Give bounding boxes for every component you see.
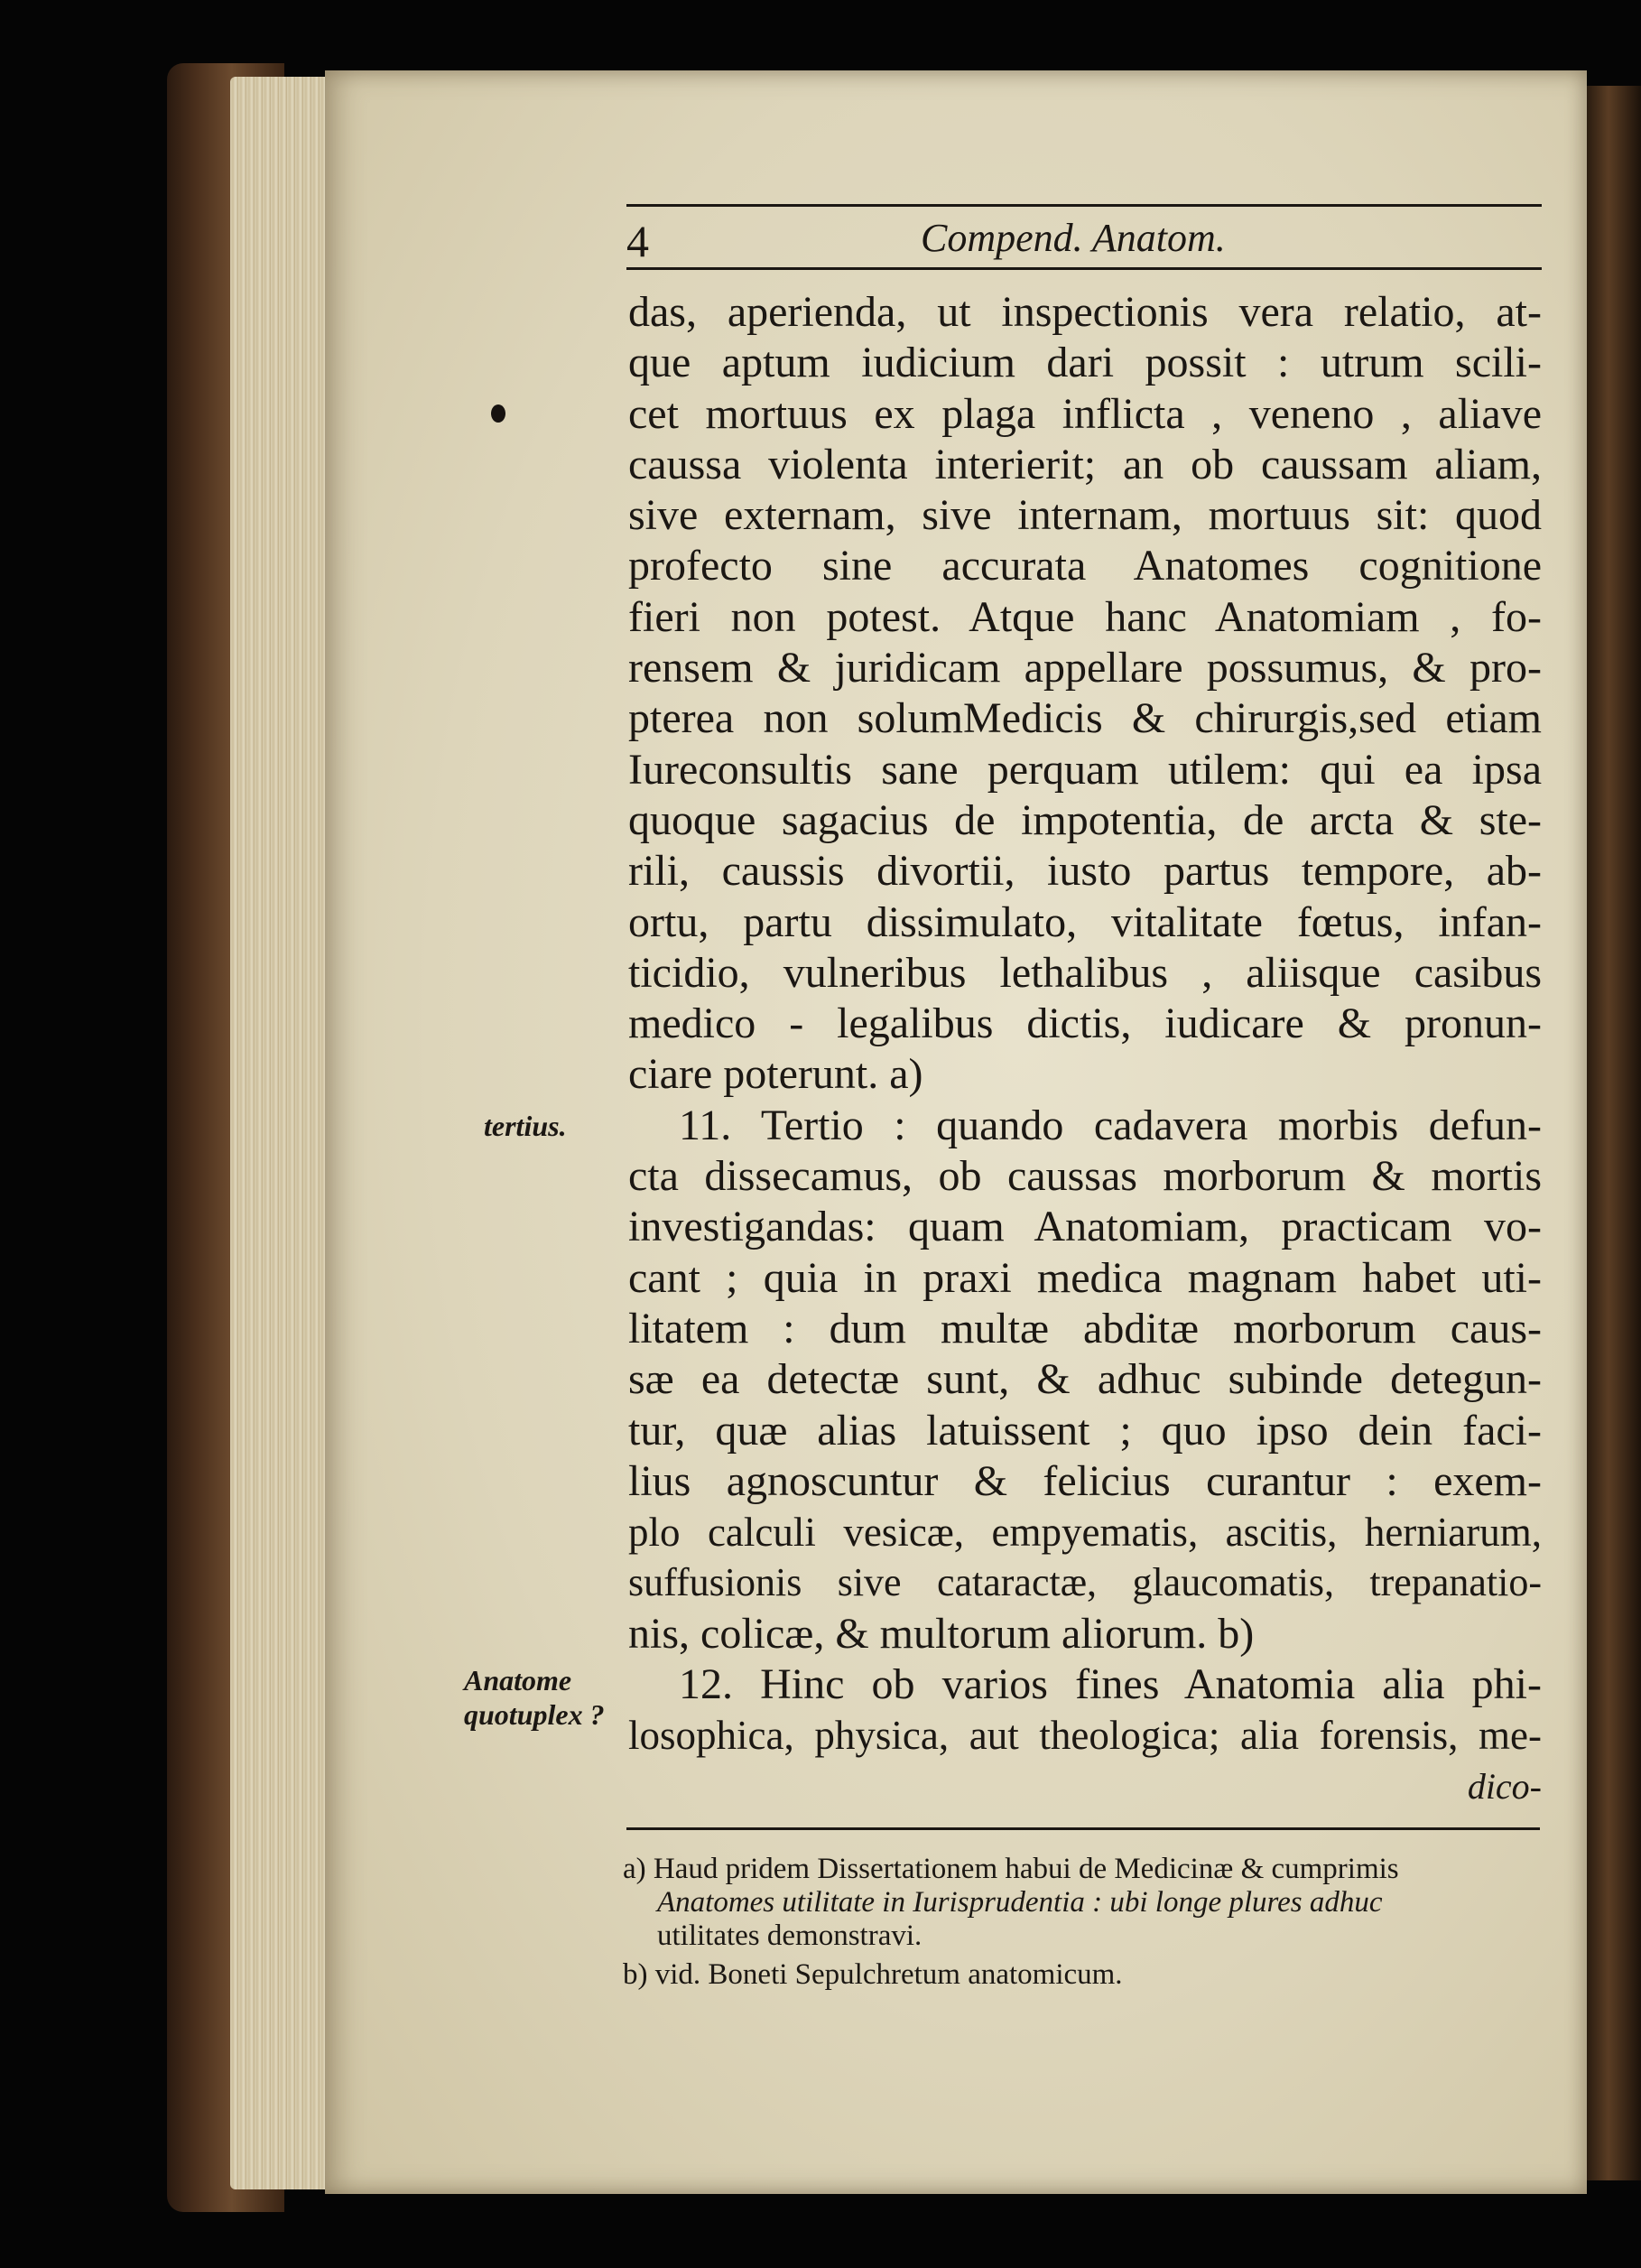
header-rule-top — [626, 204, 1542, 207]
text-line: sive externam, sive internam, mortuus sit: quod — [628, 491, 1542, 540]
main-text — [628, 287, 1542, 1812]
text-line: Iureconsultis sane perquam utilem: qui ea ipsa — [628, 745, 1542, 794]
text-line: rili, caussis divortii, iusto partus tempore, ab- — [628, 847, 1542, 896]
text-line: profecto sine accurata Anatomes cognitione — [628, 542, 1542, 590]
text-line: ortu, partu dissimulato, vitalitate fœtus, infan- — [628, 897, 1542, 946]
text-line: cant ; quia in praxi medica magnam habet uti- — [628, 1253, 1542, 1302]
margin-note-text: Anatome — [464, 1664, 572, 1696]
text-line: quoque sagacius de impotentia, de arcta & ste- — [628, 795, 1542, 844]
text-line: cet mortuus ex plaga inflicta , veneno , aliave — [628, 389, 1542, 438]
facing-page-edge — [1587, 86, 1641, 2180]
text-line: lius agnoscuntur & felicius curantur : exem- — [628, 1456, 1542, 1505]
text-line: ticidio, vulneribus lethalibus , aliisque casibus — [628, 948, 1542, 997]
footnotes — [623, 1853, 1544, 1992]
text-line-section-11: 11. Tertio : quando cadavera morbis defun- — [679, 1101, 1542, 1149]
footnote-a-line: Anatomes utilitate in Iurisprudentia : ubi longe plures adhuc — [657, 1886, 1383, 1919]
text-line: cta dissecamus, ob caussas morborum & mortis — [628, 1152, 1542, 1201]
text-line-section-12: 12. Hinc ob varios fines Anatomia alia phi- — [679, 1660, 1542, 1709]
header-rule-bottom — [626, 267, 1542, 270]
text-line: tur, quæ alias latuissent ; quo ipso dein faci- — [628, 1406, 1542, 1455]
text-line: plo calculi vesicæ, empyematis, ascitis, herniarum, — [628, 1510, 1542, 1556]
text-line: caussa violenta interierit; an ob caussam aliam, — [628, 440, 1542, 488]
text-line: que aptum iudicium dari possit : utrum scili- — [628, 339, 1542, 387]
text-line: sæ ea detectæ sunt, & adhuc subinde detegun- — [628, 1355, 1542, 1404]
margin-note-text: quotuplex ? — [464, 1698, 605, 1731]
catchword: dico- — [1467, 1765, 1542, 1807]
text-line: medico - legalibus dictis, iudicare & pronun- — [628, 999, 1542, 1048]
footnote-b-line: b) vid. Boneti Sepulchretum anatomicum. — [623, 1958, 1123, 1991]
text-line: das, aperienda, ut inspectionis vera relatio, at- — [628, 288, 1542, 336]
running-title: Compend. Anatom. — [921, 216, 1226, 260]
margin-note-tertius — [484, 1109, 567, 1143]
footnote-a-line: a) Haud pridem Dissertationem habui de Medicinæ & cumprimis — [623, 1853, 1399, 1885]
margin-note-quotuplex — [464, 1663, 605, 1732]
text-line: pterea non solumMedicis & chirurgis,sed etiam — [628, 694, 1542, 743]
text-line: suffusionis sive cataractæ, glaucomatis, trepanatio- — [628, 1560, 1542, 1605]
text-line: rensem & juridicam appellare possumus, & pro- — [628, 644, 1542, 692]
footnote-rule — [626, 1827, 1540, 1830]
text-line: litatem : dum multæ abditæ morborum caus- — [628, 1304, 1542, 1352]
text-line: ciare poterunt. a) — [628, 1050, 923, 1099]
text-line: nis, colicæ, & multorum aliorum. b) — [628, 1609, 1255, 1658]
footnote-a-line: utilitates demonstravi. — [657, 1919, 922, 1952]
text-line: fieri non potest. Atque hanc Anatomiam , fo- — [628, 592, 1542, 641]
page-number: 4 — [626, 216, 649, 266]
text-line: investigandas: quam Anatomiam, practicam vo- — [628, 1203, 1542, 1251]
margin-note-text: tertius. — [484, 1110, 567, 1142]
marginal-dot — [491, 404, 505, 423]
text-line: losophica, physica, aut theologica; alia forensis, me- — [628, 1713, 1542, 1759]
